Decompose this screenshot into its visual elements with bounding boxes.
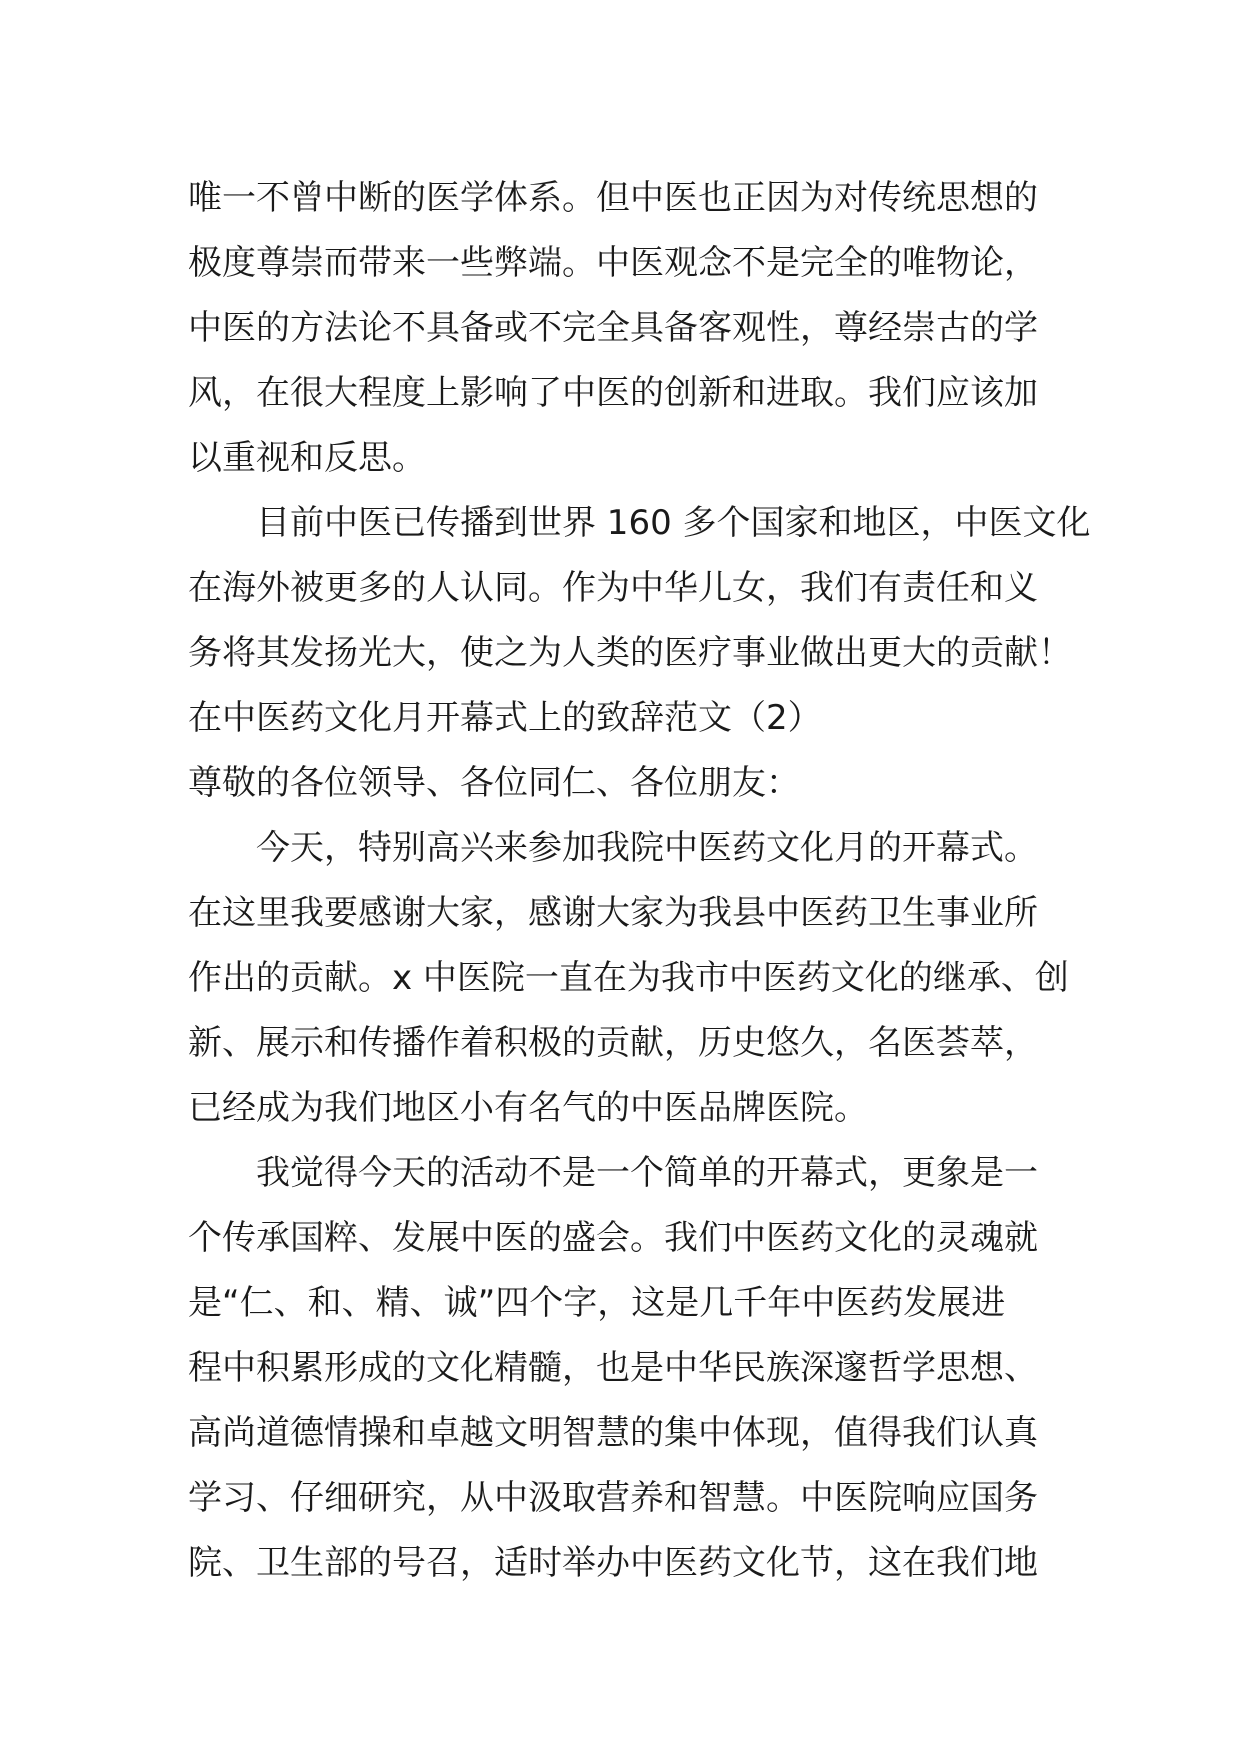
text-line: 务将其发扬光大，使之为人类的医疗事业做出更大的贡献！ [188,633,1072,673]
paragraph-start-line: 今天，特别高兴来参加我院中医药文化月的开幕式。 [256,828,1038,868]
text-line: 学习、仔细研究，从中汲取营养和智慧。中医院响应国务 [188,1478,1038,1518]
text-line: 是“仁、和、精、诚”四个字，这是几千年中医药发展进 [188,1283,1006,1323]
text-line: 院、卫生部的号召，适时举办中医药文化节，这在我们地 [188,1543,1038,1583]
paragraph-start-line: 我觉得今天的活动不是一个简单的开幕式，更象是一 [256,1153,1038,1193]
text-line: 已经成为我们地区小有名气的中医品牌医院。 [188,1088,868,1128]
document-body [188,166,1091,1596]
text-line: 程中积累形成的文化精髓，也是中华民族深邃哲学思想、 [188,1348,1038,1388]
text-line: 高尚道德情操和卓越文明智慧的集中体现，值得我们认真 [188,1413,1038,1453]
text-line: 作出的贡献。x 中医院一直在为我市中医药文化的继承、创 [188,958,1069,998]
text-line: 新、展示和传播作着积极的贡献，历史悠久，名医荟萃， [188,1023,1038,1063]
text-line: 唯一不曾中断的医学体系。但中医也正因为对传统思想的 [188,178,1038,218]
text-line: 风，在很大程度上影响了中医的创新和进取。我们应该加 [188,373,1038,413]
text-line: 极度尊崇而带来一些弊端。中医观念不是完全的唯物论， [188,243,1038,283]
section-title: 在中医药文化月开幕式上的致辞范文（2） [188,698,822,738]
text-line: 在这里我要感谢大家，感谢大家为我县中医药卫生事业所 [188,893,1038,933]
salutation: 尊敬的各位领导、各位同仁、各位朋友： [188,763,800,803]
text-line: 个传承国粹、发展中医的盛会。我们中医药文化的灵魂就 [188,1218,1038,1258]
text-line: 以重视和反思。 [188,438,426,478]
text-line: 在海外被更多的人认同。作为中华儿女，我们有责任和义 [188,568,1038,608]
text-line: 中医的方法论不具备或不完全具备客观性，尊经崇古的学 [188,308,1038,348]
paragraph-start-line: 目前中医已传播到世界 160 多个国家和地区，中医文化 [256,503,1091,543]
